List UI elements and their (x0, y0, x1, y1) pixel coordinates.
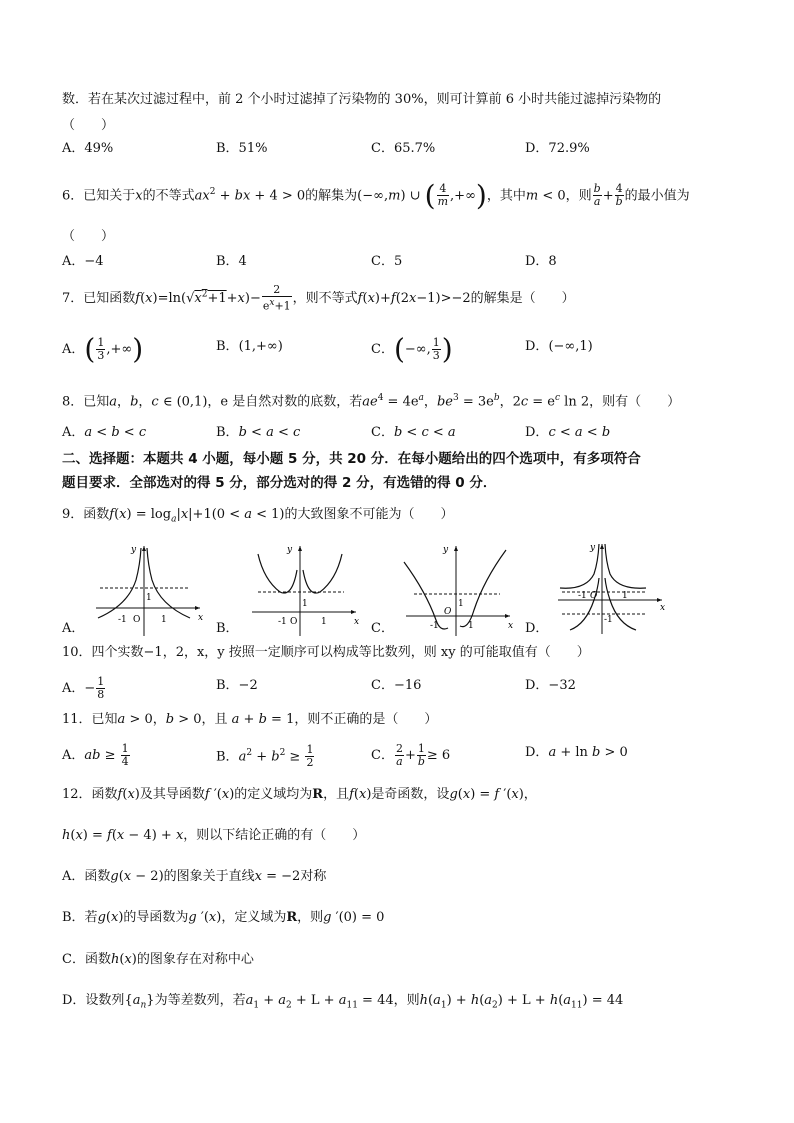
svg-text:O: O (133, 615, 141, 625)
q8-option-b: B．b < a < c (216, 425, 301, 440)
section2-line2: 题目要求．全部选对的得 5 分，部分选对的得 2 分，有选错的得 0 分． (62, 475, 497, 491)
q12-option-a: A．函数g(x − 2)的图象关于直线x = −2对称 (62, 869, 327, 884)
q6-stem: 6．已知关于x的不等式$ax^2$ + bx + 4 > 0的解集为(−∞,m) ∪ ( $\frac{4}{m}$ ,+∞)，其中m < 0，则 $\frac{b}{a}$ + $\frac{4}{b}$ 的最小值为 (62, 178, 690, 212)
svg-text:1: 1 (458, 599, 464, 609)
q6-option-a: A．−4 (62, 254, 104, 269)
svg-text:1: 1 (161, 615, 167, 625)
svg-text:-1: -1 (604, 615, 613, 625)
q6-option-b: B．4 (216, 254, 247, 269)
q7-option-c: C．(−∞, $\frac{1}{3}$ ) (371, 332, 453, 366)
q11-option-c: C． $\frac{2}{a}$ + $\frac{1}{b}$ ≥ 6 (371, 742, 451, 768)
svg-text:y: y (443, 545, 449, 555)
svg-text:y: y (131, 545, 137, 555)
q5-paren: （ ） (62, 118, 115, 133)
svg-text:-1: -1 (278, 617, 287, 627)
q11-option-d: D．a + ln b > 0 (525, 745, 628, 760)
q8-option-a: A．a < b < c (62, 425, 147, 440)
q8-option-d: D．c < a < b (525, 425, 611, 440)
svg-text:1: 1 (146, 593, 152, 603)
q12-option-b: B．若g(x)的导函数为g ′(x)，定义域为R，则g ′(0) = 0 (62, 910, 385, 925)
q9-graph-b (244, 540, 364, 640)
svg-text:O: O (290, 617, 298, 627)
q5-option-c: C．65.7% (371, 141, 436, 156)
q5-line1: 数．若在某次过滤过程中，前 2 个小时过滤掉了污染物的 30%，则可计算前 6 小时共能过滤掉污染物的 (62, 92, 662, 107)
svg-text:y: y (287, 545, 293, 555)
q9-option-c-label: C． (371, 621, 394, 636)
svg-text:x: x (354, 617, 360, 627)
q12-option-d: D．设数列$\{a_n\}$为等差数列，若$a_1 + a_2 + L + a_{11} = 44$，则$h(a_1) + h(a_2) + L + h(a_{11}) = 44$ (62, 993, 624, 1011)
q10-stem: 10．四个实数−1，2，x，y 按照一定顺序可以构成等比数列，则 xy 的可能取值有（ ） (62, 645, 590, 660)
svg-text:y: y (590, 543, 596, 553)
q9-graph-c (398, 540, 518, 640)
q10-option-c: C．−16 (371, 678, 422, 693)
q5-option-d: D．72.9% (525, 141, 590, 156)
q7-option-b: B．(1,+∞) (216, 339, 283, 354)
svg-text:1: 1 (302, 599, 308, 609)
svg-text:-1: -1 (118, 615, 127, 625)
q7-option-a: A．( $\frac{1}{3}$ ,+∞) (62, 332, 144, 366)
q5-option-b: B．51% (216, 141, 268, 156)
svg-text:x: x (198, 613, 204, 623)
q10-option-b: B．−2 (216, 678, 258, 693)
svg-text:O: O (590, 591, 598, 601)
q9-graph-d (550, 538, 670, 638)
q11-option-a: A．ab ≥ $\frac{1}{4}$ (62, 742, 129, 768)
q9-graph-a (88, 540, 208, 640)
svg-text:-1: -1 (430, 621, 439, 631)
q9-option-d-label: D． (525, 621, 549, 636)
svg-text:O: O (444, 607, 452, 617)
svg-text:x: x (508, 621, 514, 631)
q12-option-c: C．函数h(x)的图象存在对称中心 (62, 952, 254, 967)
q11-option-b: B．$a^2 + b^2$ ≥ $\frac{1}{2}$ (216, 743, 314, 770)
q7-option-d: D．(−∞,1) (525, 339, 593, 354)
q6-option-c: C．5 (371, 254, 403, 269)
q7-stem: 7．已知函数$f(x)=\ln(√x^2+1+x)-$ $\frac{2}{e^x+1}$ ，则不等式f(x)+f(2x−1)>−2的解集是（ ） (62, 283, 575, 313)
svg-text:1: 1 (321, 617, 327, 627)
svg-text:x: x (660, 603, 666, 613)
q9-option-a-label: A． (62, 621, 85, 636)
svg-text:1: 1 (468, 621, 474, 631)
q9-option-b-label: B． (216, 621, 239, 636)
q11-stem: 11．已知a > 0，b > 0，且 a + b = 1，则不正确的是（ ） (62, 712, 438, 727)
q5-option-a: A．49% (62, 141, 114, 156)
q12-stem-line1: 12．函数f(x)及其导函数f ′(x)的定义域均为R，且f(x)是奇函数，设g(x) = f ′(x)， (62, 787, 537, 802)
q8-option-c: C．b < c < a (371, 425, 456, 440)
section2-line1: 二、选择题：本题共 4 小题，每小题 5 分，共 20 分．在每小题给出的四个选项中，有多项符合 (62, 451, 641, 467)
q6-option-d: D．8 (525, 254, 557, 269)
q10-option-d: D．−32 (525, 678, 576, 693)
q10-option-a: A．− $\frac{1}{8}$ (62, 675, 105, 701)
svg-text:-1: -1 (578, 591, 587, 601)
q6-paren: （ ） (62, 229, 115, 244)
svg-text:1: 1 (622, 591, 628, 601)
q12-stem-line2: h(x) = f(x − 4) + x，则以下结论正确的有（ ） (62, 828, 366, 843)
q9-stem: 9．函数$f(x) = \log_a|x|+1(0 < a < 1)$的大致图象不可能为（ ） (62, 507, 454, 525)
q8-stem: 8．已知a，b，c ∈ (0,1)，e 是自然对数的底数，若$ae^4 = 4e^a$，$be^3 = 3e^b$，$2c = e^c$ ln 2，则有（ ） (62, 393, 681, 410)
